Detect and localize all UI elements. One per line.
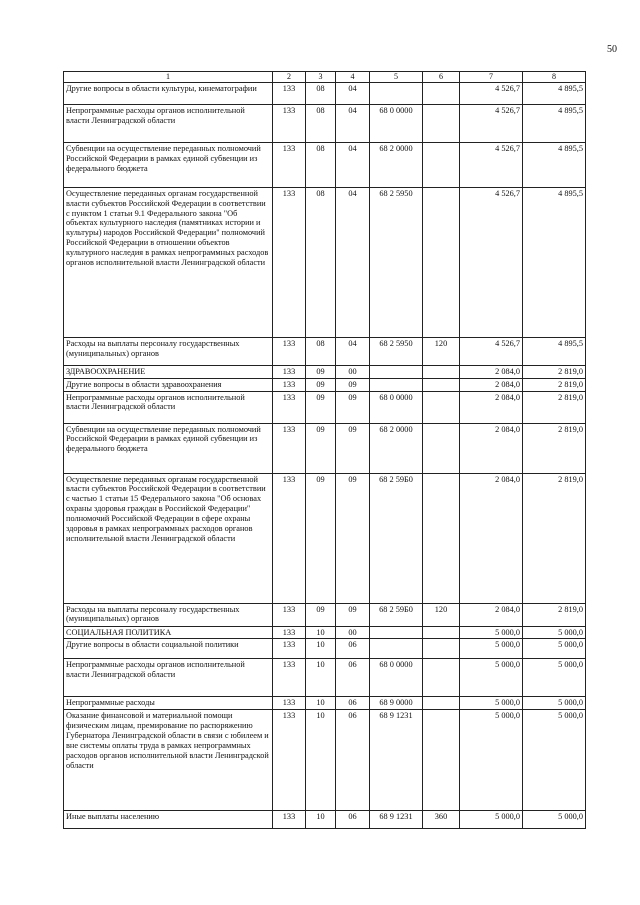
row-section: 10 — [306, 626, 336, 639]
row-name: Иные выплаты населению — [64, 811, 273, 829]
row-section: 10 — [306, 659, 336, 697]
row-section: 08 — [306, 82, 336, 104]
row-section: 09 — [306, 603, 336, 626]
row-sum-year2: 5 000,0 — [523, 626, 586, 639]
row-subsection: 06 — [336, 710, 370, 811]
row-sum-year1: 4 526,7 — [460, 104, 523, 142]
row-sum-year1: 5 000,0 — [460, 639, 523, 659]
row-target-article: 68 2 0000 — [370, 142, 423, 187]
budget-table — [63, 71, 586, 829]
row-sum-year2: 2 819,0 — [523, 378, 586, 391]
row-target-article: 68 2 59Б0 — [370, 603, 423, 626]
row-sum-year1: 2 084,0 — [460, 603, 523, 626]
row-target-article: 68 2 5950 — [370, 337, 423, 365]
row-sum-year1: 2 084,0 — [460, 378, 523, 391]
row-expense-type: 120 — [423, 337, 460, 365]
column-header: 8 — [523, 72, 586, 83]
row-sum-year2: 5 000,0 — [523, 659, 586, 697]
row-subsection: 04 — [336, 187, 370, 337]
row-section: 09 — [306, 391, 336, 423]
row-name: Непрограммные расходы органов исполнительной власти Ленинградской области — [64, 104, 273, 142]
table-row — [64, 391, 586, 423]
row-ved: 133 — [273, 187, 306, 337]
row-expense-type — [423, 710, 460, 811]
row-subsection: 00 — [336, 365, 370, 378]
row-target-article: 68 0 0000 — [370, 104, 423, 142]
row-subsection: 06 — [336, 659, 370, 697]
row-section: 09 — [306, 378, 336, 391]
row-section: 08 — [306, 104, 336, 142]
table-row — [64, 104, 586, 142]
row-ved: 133 — [273, 423, 306, 473]
column-header: 5 — [370, 72, 423, 83]
row-name: Другие вопросы в области социальной политики — [64, 639, 273, 659]
row-expense-type: 360 — [423, 811, 460, 829]
row-target-article — [370, 626, 423, 639]
row-target-article: 68 0 0000 — [370, 659, 423, 697]
row-expense-type — [423, 365, 460, 378]
column-header: 6 — [423, 72, 460, 83]
row-section: 08 — [306, 187, 336, 337]
row-subsection: 09 — [336, 423, 370, 473]
row-sum-year2: 2 819,0 — [523, 603, 586, 626]
row-sum-year2: 5 000,0 — [523, 697, 586, 710]
row-section: 10 — [306, 710, 336, 811]
table-row — [64, 365, 586, 378]
row-section: 09 — [306, 423, 336, 473]
row-ved: 133 — [273, 626, 306, 639]
row-ved: 133 — [273, 659, 306, 697]
row-name: Расходы на выплаты персоналу государственных (муниципальных) органов — [64, 603, 273, 626]
row-ved: 133 — [273, 337, 306, 365]
row-ved: 133 — [273, 82, 306, 104]
row-subsection: 06 — [336, 811, 370, 829]
row-target-article: 68 2 0000 — [370, 423, 423, 473]
row-expense-type — [423, 378, 460, 391]
row-subsection: 09 — [336, 391, 370, 423]
row-ved: 133 — [273, 639, 306, 659]
row-ved: 133 — [273, 473, 306, 603]
row-sum-year2: 4 895,5 — [523, 187, 586, 337]
row-name: ЗДРАВООХРАНЕНИЕ — [64, 365, 273, 378]
row-name: Непрограммные расходы — [64, 697, 273, 710]
row-sum-year1: 4 526,7 — [460, 142, 523, 187]
row-target-article: 68 9 0000 — [370, 697, 423, 710]
row-sum-year2: 2 819,0 — [523, 391, 586, 423]
column-header: 4 — [336, 72, 370, 83]
table-row — [64, 82, 586, 104]
table-row — [64, 639, 586, 659]
row-subsection: 06 — [336, 639, 370, 659]
row-name: Другие вопросы в области здравоохранения — [64, 378, 273, 391]
row-expense-type — [423, 423, 460, 473]
row-ved: 133 — [273, 811, 306, 829]
row-section: 10 — [306, 639, 336, 659]
row-subsection: 06 — [336, 697, 370, 710]
row-sum-year2: 2 819,0 — [523, 423, 586, 473]
page-number: 50 — [607, 44, 617, 55]
row-sum-year2: 5 000,0 — [523, 710, 586, 811]
row-name: Непрограммные расходы органов исполнительной власти Ленинградской области — [64, 391, 273, 423]
table-row — [64, 697, 586, 710]
table-row — [64, 187, 586, 337]
row-sum-year1: 5 000,0 — [460, 626, 523, 639]
row-sum-year1: 5 000,0 — [460, 659, 523, 697]
row-target-article: 68 0 0000 — [370, 391, 423, 423]
table-header-row — [64, 72, 586, 83]
row-expense-type — [423, 473, 460, 603]
row-section: 09 — [306, 473, 336, 603]
column-header: 3 — [306, 72, 336, 83]
row-name: Расходы на выплаты персоналу государственных (муниципальных) органов — [64, 337, 273, 365]
row-section: 08 — [306, 337, 336, 365]
row-section: 10 — [306, 697, 336, 710]
row-expense-type — [423, 626, 460, 639]
table-row — [64, 378, 586, 391]
column-header: 7 — [460, 72, 523, 83]
row-target-article: 68 9 1231 — [370, 811, 423, 829]
row-name: Субвенции на осуществление переданных полномочий Российской Федерации в рамках единой субвенции из федерального бюджета — [64, 423, 273, 473]
row-sum-year2: 2 819,0 — [523, 473, 586, 603]
row-section: 10 — [306, 811, 336, 829]
row-sum-year2: 5 000,0 — [523, 811, 586, 829]
row-expense-type — [423, 639, 460, 659]
table-row — [64, 337, 586, 365]
row-name: Непрограммные расходы органов исполнительной власти Ленинградской области — [64, 659, 273, 697]
row-sum-year1: 5 000,0 — [460, 697, 523, 710]
row-sum-year1: 2 084,0 — [460, 423, 523, 473]
table-row — [64, 423, 586, 473]
row-name: Осуществление переданных органам государственной власти субъектов Российской Федерации в соответствии с пунктом 1 статьи 9.1 Федерального закона "Об объектах культурного наследия (памятниках истории и культуры) народов Российской Федерации" полномочий Российской Федерации в отношении объектов культурного наследия в рамках непрограммных расходов органов исполнительной власти Ленинградской области — [64, 187, 273, 337]
row-subsection: 00 — [336, 626, 370, 639]
row-sum-year1: 2 084,0 — [460, 365, 523, 378]
row-target-article: 68 2 5950 — [370, 187, 423, 337]
row-sum-year1: 4 526,7 — [460, 82, 523, 104]
row-ved: 133 — [273, 391, 306, 423]
row-expense-type — [423, 82, 460, 104]
row-subsection: 09 — [336, 473, 370, 603]
row-sum-year1: 5 000,0 — [460, 811, 523, 829]
row-ved: 133 — [273, 603, 306, 626]
row-expense-type: 120 — [423, 603, 460, 626]
column-header: 1 — [64, 72, 273, 83]
row-name: Осуществление переданных органам государственной власти субъектов Российской Федерации в соответствии с частью 1 статьи 15 Федерального закона "Об основах охраны здоровья граждан в Российской Федерации" полномочий Российской Федерации в сфере охраны здоровья в рамках непрограммных расходов органов исполнительной власти Ленинградской области — [64, 473, 273, 603]
row-name: Другие вопросы в области культуры, кинематографии — [64, 82, 273, 104]
row-expense-type — [423, 142, 460, 187]
table-row — [64, 142, 586, 187]
table-row — [64, 626, 586, 639]
table-body — [64, 72, 586, 829]
row-sum-year2: 4 895,5 — [523, 337, 586, 365]
row-expense-type — [423, 659, 460, 697]
row-target-article — [370, 639, 423, 659]
row-sum-year1: 2 084,0 — [460, 391, 523, 423]
row-subsection: 04 — [336, 104, 370, 142]
row-sum-year2: 2 819,0 — [523, 365, 586, 378]
row-section: 08 — [306, 142, 336, 187]
row-subsection: 04 — [336, 142, 370, 187]
row-name: Оказание финансовой и материальной помощи физическим лицам, премирование по распоряжению Губернатора Ленинградской области в связи с юбилеем и вне системы оплаты труда в рамках непрограммных расходов органов исполнительной власти Ленинградской области — [64, 710, 273, 811]
row-ved: 133 — [273, 378, 306, 391]
row-ved: 133 — [273, 365, 306, 378]
row-name: СОЦИАЛЬНАЯ ПОЛИТИКА — [64, 626, 273, 639]
column-header: 2 — [273, 72, 306, 83]
row-ved: 133 — [273, 710, 306, 811]
row-expense-type — [423, 391, 460, 423]
row-subsection: 04 — [336, 82, 370, 104]
row-sum-year2: 4 895,5 — [523, 142, 586, 187]
table-row — [64, 710, 586, 811]
row-expense-type — [423, 187, 460, 337]
row-name: Субвенции на осуществление переданных полномочий Российской Федерации в рамках единой субвенции из федерального бюджета — [64, 142, 273, 187]
row-ved: 133 — [273, 104, 306, 142]
row-sum-year1: 4 526,7 — [460, 337, 523, 365]
table-row — [64, 659, 586, 697]
row-sum-year2: 4 895,5 — [523, 82, 586, 104]
row-subsection: 04 — [336, 337, 370, 365]
table-row — [64, 603, 586, 626]
row-target-article — [370, 378, 423, 391]
row-subsection: 09 — [336, 378, 370, 391]
row-target-article — [370, 365, 423, 378]
row-sum-year1: 4 526,7 — [460, 187, 523, 337]
row-ved: 133 — [273, 697, 306, 710]
row-expense-type — [423, 104, 460, 142]
table-row — [64, 811, 586, 829]
row-sum-year2: 5 000,0 — [523, 639, 586, 659]
row-ved: 133 — [273, 142, 306, 187]
row-expense-type — [423, 697, 460, 710]
row-sum-year1: 2 084,0 — [460, 473, 523, 603]
row-target-article — [370, 82, 423, 104]
row-section: 09 — [306, 365, 336, 378]
table-row — [64, 473, 586, 603]
row-target-article: 68 9 1231 — [370, 710, 423, 811]
row-subsection: 09 — [336, 603, 370, 626]
row-sum-year2: 4 895,5 — [523, 104, 586, 142]
row-sum-year1: 5 000,0 — [460, 710, 523, 811]
row-target-article: 68 2 59Б0 — [370, 473, 423, 603]
